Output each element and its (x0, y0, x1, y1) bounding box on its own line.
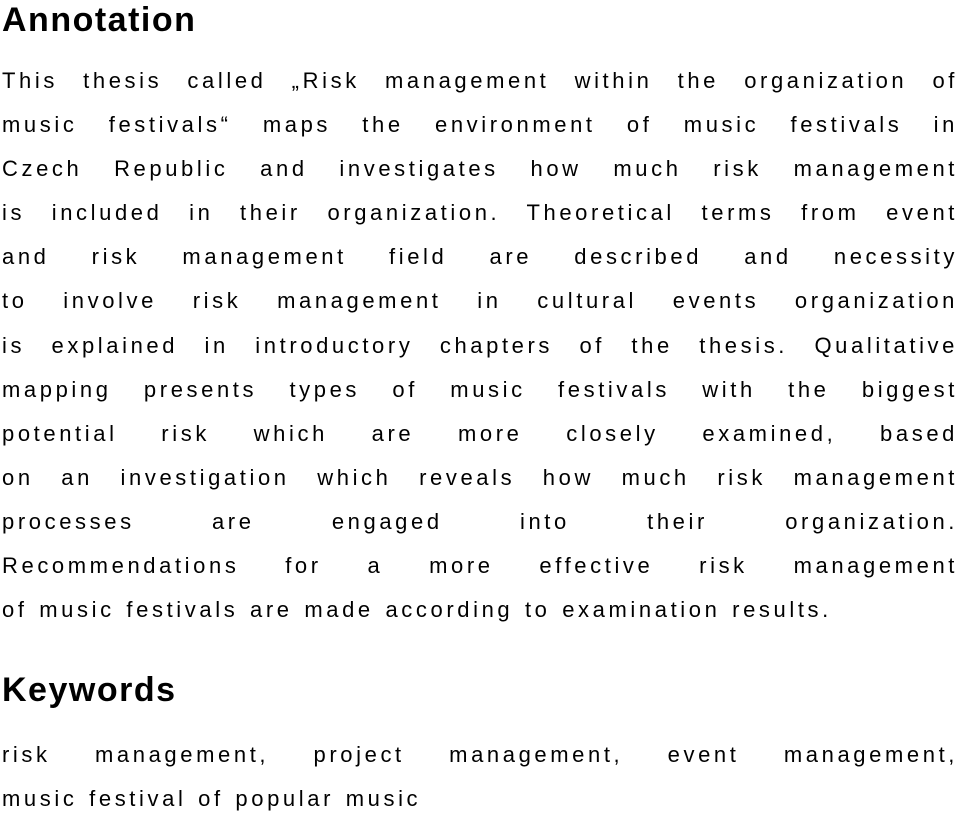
annotation-line: This thesis called „Risk management within the organization of (2, 68, 958, 93)
annotation-heading: Annotation (2, 1, 197, 39)
annotation-line: mapping presents types of music festivals with the biggest (2, 376, 958, 402)
annotation-line: potential risk which are more closely examined, based (2, 420, 958, 446)
keywords-body (2, 733, 958, 821)
keywords-heading: Keywords (2, 671, 177, 709)
annotation-line: processes are engaged into their organization. (2, 508, 958, 534)
annotation-line: and risk management field are described and necessity (2, 244, 958, 270)
keywords-line: risk management, project management, event management, (2, 742, 958, 767)
keywords-line: music festival of popular music (2, 786, 422, 812)
annotation-line: Recommendations for a more effective risk management (2, 553, 958, 579)
annotation-line: music festivals“ maps the environment of music festivals in (2, 112, 958, 138)
annotation-line: on an investigation which reveals how much risk management (2, 464, 958, 490)
annotation-line: is explained in introductory chapters of the thesis. Qualitative (2, 332, 958, 358)
annotation-line: is included in their organization. Theoretical terms from event (2, 200, 958, 226)
annotation-line: of music festivals are made according to examination results. (2, 597, 832, 623)
annotation-line: to involve risk management in cultural events organization (2, 288, 958, 314)
annotation-body (2, 59, 958, 632)
annotation-line: Czech Republic and investigates how much risk management (2, 156, 958, 182)
